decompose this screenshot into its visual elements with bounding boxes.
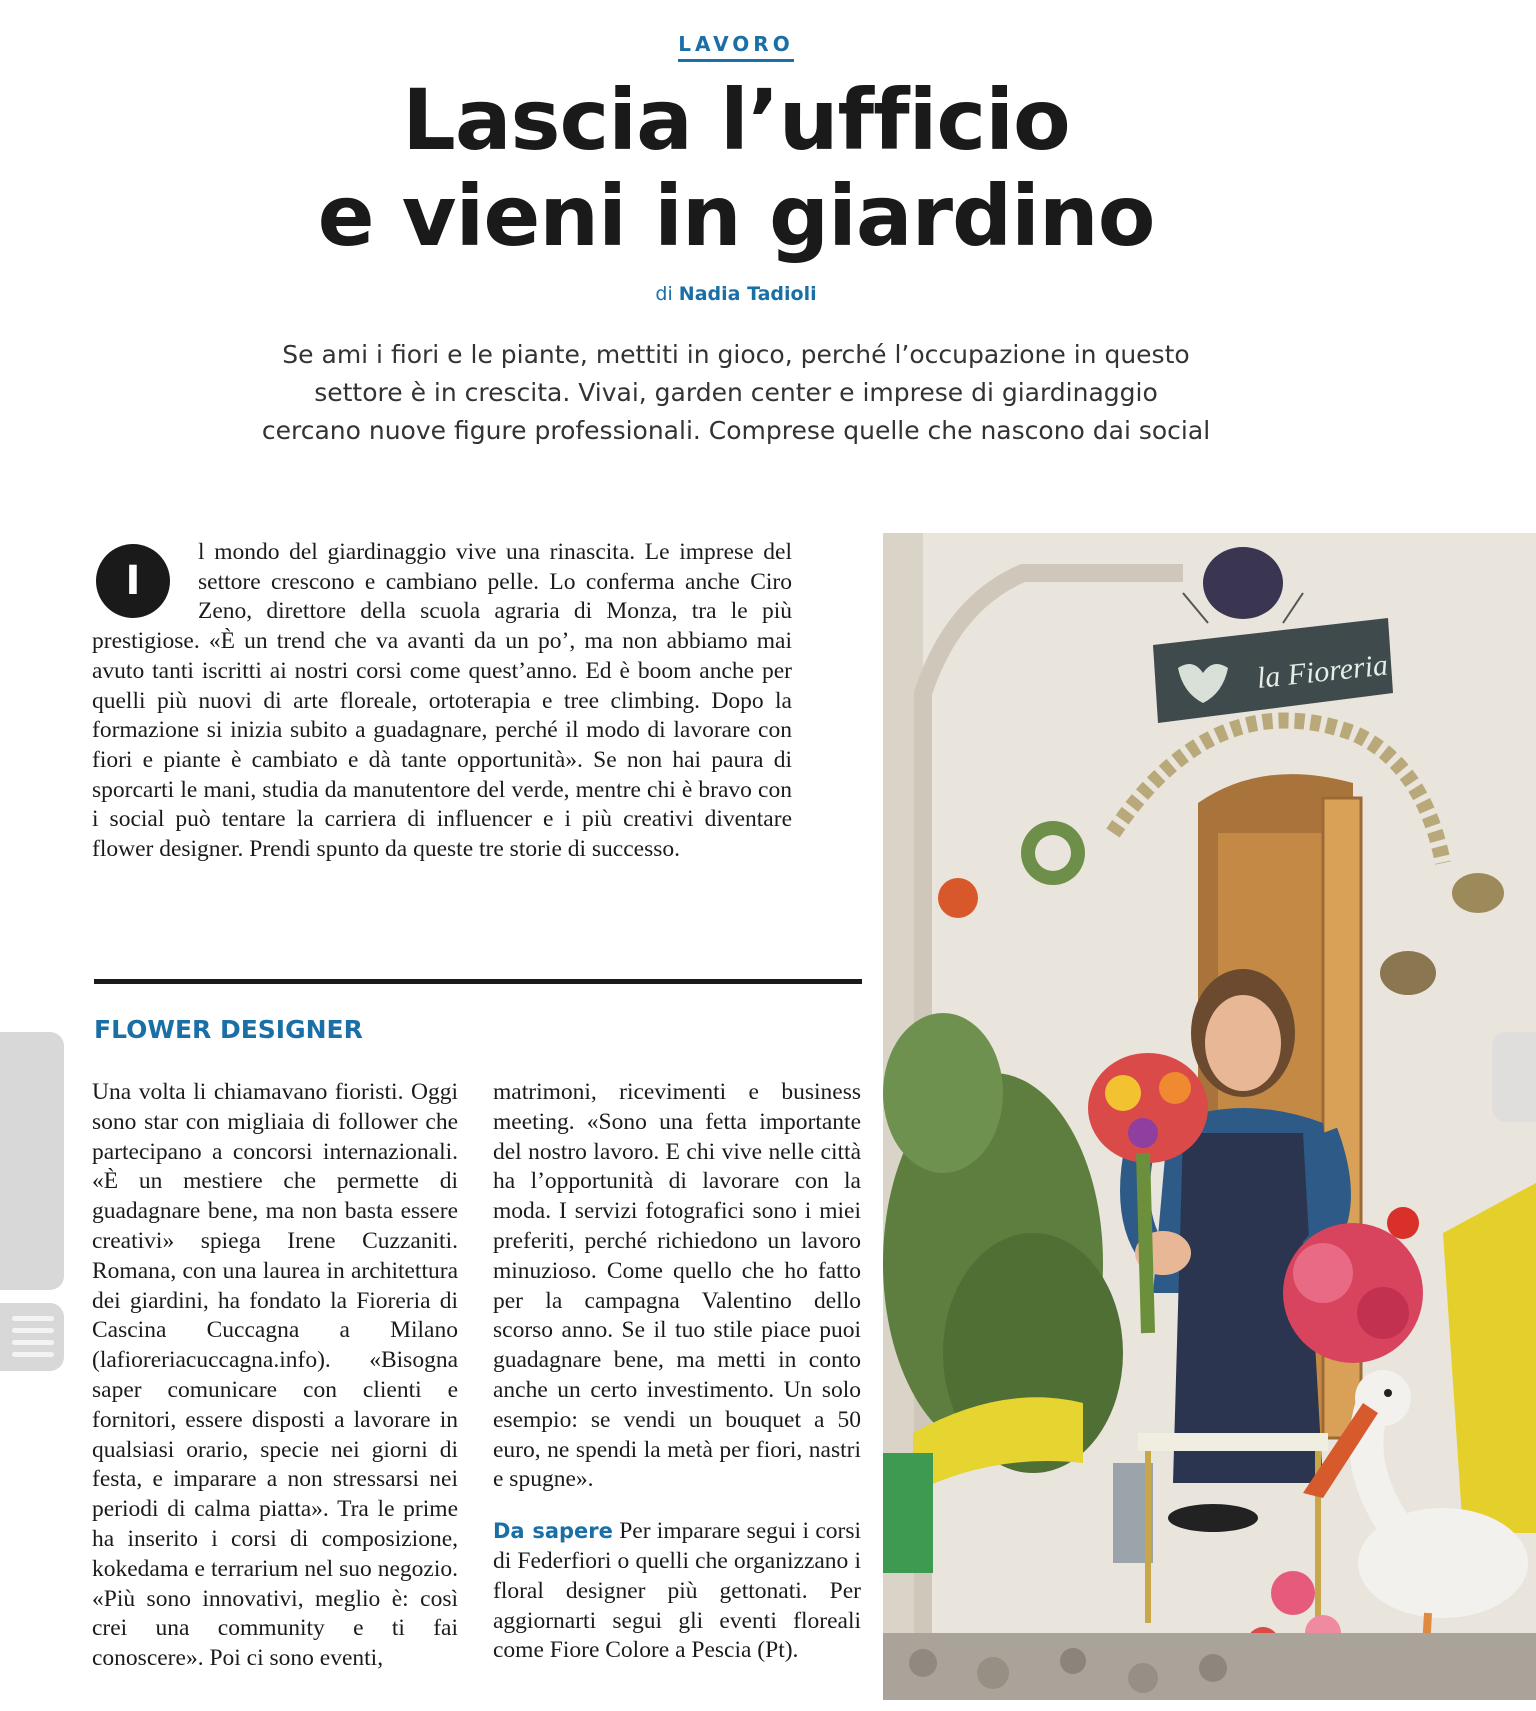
headline [0,72,1472,264]
byline [0,283,1472,305]
standfirst-line-1: Se ami i fiori e le piante, mettiti in gioco, perché l’occupazione in questo [282,340,1190,369]
standfirst [200,336,1272,450]
standfirst-line-3: cercano nuove figure professionali. Comprese quelle che nascono dai social [261,416,1211,445]
article-column-1 [92,1078,458,1674]
section-label: LAVORO [0,32,1472,56]
byline-prefix: di [655,283,673,305]
column-1-text: Una volta li chiamavano fioristi. Oggi sono star con migliaia di follower che partecipano a concorsi internazionali. «È un mestiere che permette di guadagnare bene, ma non basta essere creativi» spiega Irene Cuzzaniti. Romana, con una laurea in architettura dei giardini, ha fondato la Fioreria di Cascina Cuccagna a Milano (lafioreriacuccagna.info). «Bisogna saper comunicare con clienti e fornitori, essere disposti a lavorare in qualsiasi orario, specie nei giorni di festa, e imparare a non stressarsi nei periodi di calma piatta». Tra le prime ha inserito i corsi di composizione, kokedama e terrarium nel suo negozio. «Più sono innovativi, meglio è: così crei una community e ti fai conoscere». Poi ci sono eventi, [92,1079,458,1672]
side-panel-tab[interactable] [0,1032,64,1290]
article-column-2 [493,1078,861,1666]
headline-line-2: e vieni in giardino [317,167,1155,265]
headline-line-1: Lascia l’ufficio [402,71,1070,169]
da-sapere-box [493,1517,861,1666]
sign-text: la Fioreria [1255,648,1390,695]
da-sapere-text: Per imparare segui i corsi di Federfiori o quelli che organizzano i floral designer più gettonati. Per aggiornarti segui gli eventi floreali come Fiore Colore a Pescia (Pt). [493,1518,862,1664]
next-page-tab[interactable] [1492,1032,1536,1122]
column-2-text: matrimoni, ricevimenti e business meeting. «Sono una fetta importante del nostro lavoro. E chi vive nelle città ha l’opportunità di lavorare con la moda. I servizi fotografici sono i miei preferiti, perché richiedono un lavoro minuzioso. Come quello che ho fatto per la campagna Valentino dello scorso anno. Se il tuo stile piace puoi guadagnare bene, ma metti in conto anche un certo investimento. Un solo esempio: se vendi un bouquet a 50 euro, ne spendi la metà per fiori, nastri e spugne». [493,1079,861,1493]
section-divider [94,979,862,984]
standfirst-line-2: settore è in crescita. Vivai, garden center e imprese di giardinaggio [314,378,1158,407]
da-sapere-label: Da sapere [493,1519,613,1544]
intro-text: l mondo del giardinaggio vive una rinascita. Le imprese del settore crescono e cambiano pelle. Lo conferma anche Ciro Zeno, direttore della scuola agraria di Monza, tra le più prestigiose. «È un trend che va avanti da un po’, ma non abbiamo mai avuto tanti iscritti ai nostri corsi come quest’anno. Ed è boom anche per quelli più nuovi di arte floreale, ortoterapia e tree climbing. Dopo la formazione si inizia subito a guadagnare, perché il modo di lavorare con fiori e piante è cambiato e dà tante opportunità». Se non hai paura di sporcarti le mani, studia da manutentore del verde, mentre chi è bravo con i social può tentare la carriera di influencer e i più creativi diventare flower designer. Prendi spunto da queste tre storie di successo. [92,539,792,863]
florist-shop-photo [883,533,1536,1700]
menu-icon[interactable] [0,1303,64,1371]
section-heading: FLOWER DESIGNER [94,1015,363,1044]
article-photo [883,533,1536,1700]
intro-paragraph [92,538,792,865]
byline-author: Nadia Tadioli [678,283,817,305]
drop-cap: I [96,544,170,618]
